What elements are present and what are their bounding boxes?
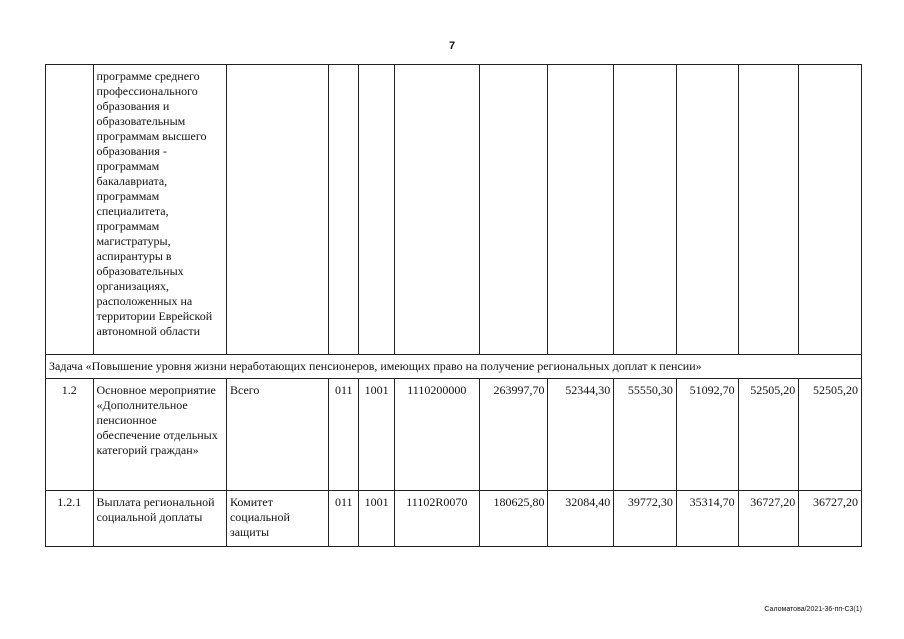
cell-y4: 52505,20 xyxy=(738,379,799,491)
cell-exec: Всего xyxy=(226,379,328,491)
cell-y5: 36727,20 xyxy=(799,491,862,547)
cell-csr xyxy=(394,65,479,355)
cell-y2: 55550,30 xyxy=(614,379,677,491)
cell-grbs: 011 xyxy=(329,379,359,491)
cell-total xyxy=(479,65,548,355)
cell-rzpr xyxy=(359,65,394,355)
cell-name: Основное мероприятие «Дополнительное пенсионное обеспечение отдельных категорий граждан» xyxy=(93,379,226,491)
cell-grbs xyxy=(329,65,359,355)
cell-y1: 32084,40 xyxy=(548,491,614,547)
cell-total: 263997,70 xyxy=(479,379,548,491)
cell-y5: 52505,20 xyxy=(799,379,862,491)
cell-y3 xyxy=(676,65,738,355)
cell-y5 xyxy=(799,65,862,355)
cell-y4 xyxy=(738,65,799,355)
cell-csr: 11102R0070 xyxy=(394,491,479,547)
cell-rzpr: 1001 xyxy=(359,379,394,491)
cell-y1 xyxy=(548,65,614,355)
table-row-continuation xyxy=(46,65,862,355)
cell-num: 1.2.1 xyxy=(46,491,94,547)
cell-num: 1.2 xyxy=(46,379,94,491)
cell-exec: Комитет социальной защиты xyxy=(226,491,328,547)
task-title: Задача «Повышение уровня жизни неработающих пенсионеров, имеющих право на получение региональных доплат к пенсии» xyxy=(46,355,862,379)
table-row xyxy=(46,379,862,491)
cell-rzpr: 1001 xyxy=(359,491,394,547)
page-number: 7 xyxy=(448,40,456,52)
budget-table xyxy=(45,64,862,547)
table-row-task xyxy=(46,355,862,379)
cell-y1: 52344,30 xyxy=(548,379,614,491)
cell-num xyxy=(46,65,94,355)
cell-csr: 1110200000 xyxy=(394,379,479,491)
table-row xyxy=(46,491,862,547)
cell-total: 180625,80 xyxy=(479,491,548,547)
cell-exec xyxy=(226,65,328,355)
cell-y3: 51092,70 xyxy=(676,379,738,491)
cell-name: программе среднего профессионального образования и образовательным программам высшего образования - программам бакалавриата, программам специалитета, программам магистратуры, аспирантуры в образовательных организациях, расположенных на территории Еврейской автономной области xyxy=(93,65,226,355)
cell-grbs: 011 xyxy=(329,491,359,547)
cell-y3: 35314,70 xyxy=(676,491,738,547)
cell-y2: 39772,30 xyxy=(614,491,677,547)
cell-y2 xyxy=(614,65,677,355)
cell-y4: 36727,20 xyxy=(738,491,799,547)
cell-name: Выплата региональной социальной доплаты xyxy=(93,491,226,547)
footer-document-id: Саломатова/2021-36-пп-С3(1) xyxy=(764,606,862,613)
